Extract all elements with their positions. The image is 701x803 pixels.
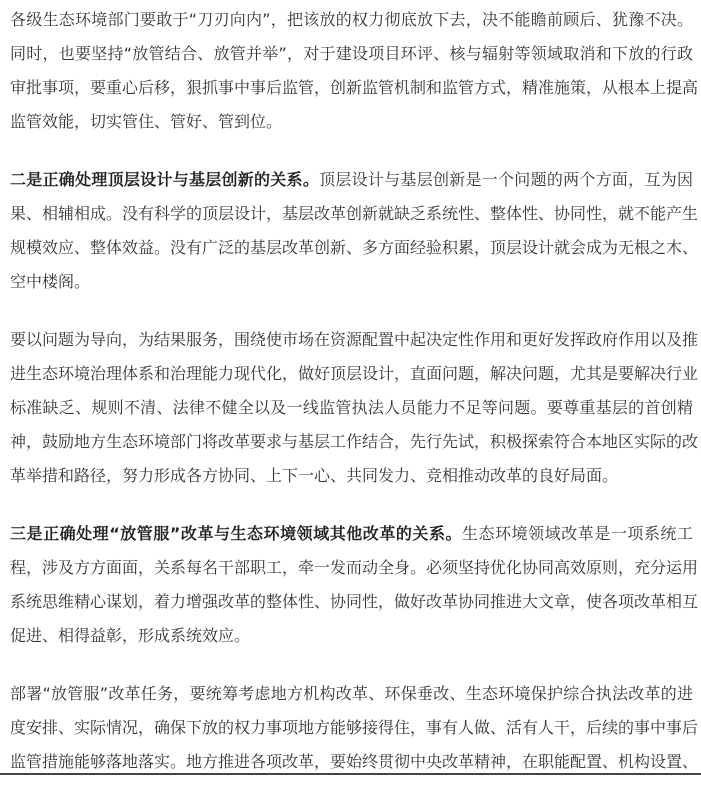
text-line [10, 619, 693, 653]
text-line [10, 551, 699, 585]
line-text: 审批事项，要重心后移，狠抓事中事后监管，创新监管机制和监管方式，精准施策，从根本上提高 [10, 78, 699, 97]
article-body [10, 3, 699, 803]
text-line [10, 459, 693, 493]
line-text: 部署“放管服”改革任务，要统筹考虑地方机构改革、环保垂改、生态环境保护综合执法改革的进 [10, 684, 693, 703]
paragraph-lead-heading: 二是正确处理顶层设计与基层创新的关系。 [10, 170, 320, 189]
line-text: 进生态环境治理体系和治理能力现代化，做好顶层设计，直面问题，解决问题，尤其是要解决行业 [10, 364, 699, 383]
line-text: 顶层设计与基层创新是一个问题的两个方面，互为因 [319, 170, 693, 189]
line-text: 空中楼阁。 [10, 272, 91, 291]
line-text: 同时，也要坚持“放管结合、放管并举”，对于建设项目环评、核与辐射等领域取消和下放的行政 [10, 44, 693, 63]
line-text: 果、相辅相成。没有科学的顶层设计，基层改革创新就缺乏系统性、整体性、协同性，就不能产生 [10, 204, 699, 223]
line-text: 要以问题为导向，为结果服务，围绕使市场在资源配置中起决定性作用和更好发挥政府作用以及推 [10, 330, 699, 349]
text-line [10, 105, 693, 139]
line-text: 程，涉及方方面面，关系每名干部职工，牵一发而动全身。必须坚持优化协同高效原则，充分运用 [10, 558, 699, 577]
line-text: 度安排、实际情况，确保下放的权力事项地方能够接得住，事有人做、活有人干，后续的事中事后 [10, 718, 699, 737]
text-line [10, 323, 699, 357]
line-text: 监管效能，切实管住、管好、管到位。 [10, 112, 283, 131]
paragraph [10, 677, 699, 779]
line-text: 生态环境领域改革是一项系统工 [462, 524, 693, 543]
text-line [10, 3, 693, 37]
line-text: 监管措施能够落地落实。地方推进各项改革，要始终贯彻中央改革精神，在职能配置、机构设置、 [10, 752, 699, 771]
text-line [10, 37, 693, 71]
line-text: 规模效应、整体效益。没有广泛的基层改革创新、多方面经验积累，顶层设计就会成为无根之木、 [10, 238, 699, 257]
text-line [10, 425, 699, 459]
line-text: 标准缺乏、规则不清、法律不健全以及一线监管执法人员能力不足等问题。要尊重基层的首创精 [10, 398, 693, 417]
text-line [10, 265, 693, 299]
line-text: 各级生态环境部门要敢于“刀刃向内”，把该放的权力彻底放下去，决不能瞻前顾后、犹豫不决。 [10, 10, 693, 29]
line-text: 促进、相得益彰，形成系统效应。 [10, 626, 251, 645]
text-line [10, 357, 699, 391]
text-line [10, 163, 693, 197]
paragraph [10, 3, 699, 139]
text-line [10, 585, 699, 619]
text-line [10, 391, 693, 425]
paragraph [10, 323, 699, 493]
paragraph-lead-heading: 三是正确处理“放管服”改革与生态环境领域其他改革的关系。 [10, 524, 463, 543]
text-line [10, 711, 699, 745]
text-line [10, 517, 693, 551]
text-line [10, 71, 699, 105]
line-text: 革举措和路径，努力形成各方协同、上下一心、共同发力、竞相推动改革的良好局面。 [10, 466, 619, 485]
line-text: 神，鼓励地方生态环境部门将改革要求与基层工作结合，先行先试，积极探索符合本地区实际的改 [10, 432, 699, 451]
text-line [10, 231, 699, 265]
paragraph [10, 163, 699, 299]
text-line [10, 677, 693, 711]
line-text: 系统思维精心谋划，着力增强改革的整体性、协同性，做好改革协同推进大文章，使各项改革相互 [10, 592, 699, 611]
paragraph [10, 517, 699, 653]
text-line [10, 197, 699, 231]
